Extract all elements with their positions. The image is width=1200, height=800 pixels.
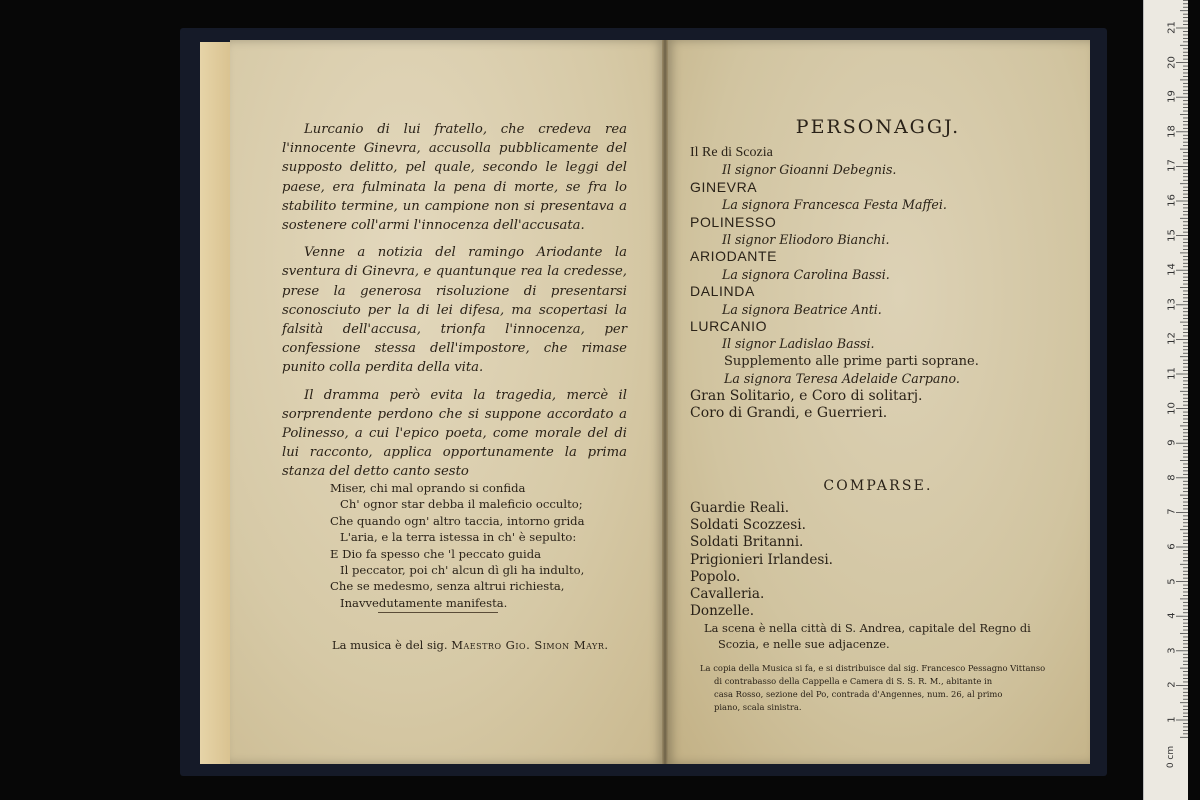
singer-ginevra: La signora Francesca Festa Maffei. [722,197,947,213]
role-polinesso: POLINESSO [690,213,777,230]
verse-line: Miser, chi mal oprando si confida [330,481,526,495]
verse-line: Il peccator, poi ch' alcun dì gli ha indulto, [340,563,585,578]
singer-ariodante: La signora Carolina Bassi. [722,266,890,282]
ruler-number: 2 [1166,681,1178,689]
comparse-item: Guardie Reali. [690,500,790,516]
comparse-item: Soldati Britanni. [690,534,804,551]
singer-polinesso: Il signor Eliodoro Bianchi. [722,232,890,248]
comparse-item: Soldati Scozzesi. [690,517,806,534]
divider-rule [378,612,498,613]
comparse-list [690,500,833,620]
ruler-number: 18 [1166,124,1178,138]
ruler-number: 9 [1166,439,1178,446]
ruler-number: 4 [1166,612,1178,619]
ruler-number: 21 [1166,21,1178,34]
argument-text [282,120,627,490]
paragraph-ariodante: Venne a notizia del ramingo Ariodante la sventura di Ginevra, e quantunque rea la credesse, prese la generosa risoluzione di presentarsi sconosciuto per la di lei difesa, ma scopertasi la falsità dell'accusa, trionfa l'innocenza, per confessione stessa dell'impostore, che rimase punito colla perdita della vita. [282,245,627,376]
verse-line: L'aria, e la terra istessa in ch' è sepulto: [340,530,577,545]
supplement-singer: La signora Teresa Adelaide Carpano. [724,371,960,387]
paragraph-dramma: Il dramma però evita la tragedia, mercè il sorprendente perdono che si suppone accordato a Polinesso, a cui l'epico poeta, come morale del di lui racconto, applica opportunamente la prima stanza del detto canto sesto [282,387,627,480]
verse-line: Ch' ognor star debba il maleficio occulto; [340,497,583,512]
left-page [230,40,665,764]
singer-dalinda: La signora Beatrice Anti. [722,301,882,317]
note-line: piano, scala sinistra. [714,702,802,712]
music-credit-composer: Maestro Gio. Simon Mayr. [451,638,609,652]
role-ariodante: ARIODANTE [690,248,778,265]
ruler-number: 17 [1166,159,1178,173]
group-grandi: Coro di Grandi, e Guerrieri. [690,405,888,422]
scene-line-1: La scena è nella città di S. Andrea, capitale del Regno di [704,621,1031,635]
ruler-number: 13 [1166,297,1178,311]
ruler-number: 5 [1166,577,1178,585]
ruler-unit-label: 0 cm [1166,745,1177,769]
singer-lurcanio: Il signor Ladislao Bassi. [722,336,875,352]
singer-king: Il signor Gioanni Debegnis. [722,162,897,178]
comparse-item: Cavalleria. [690,586,765,603]
music-credit-prefix: La musica è del sig. [332,638,448,652]
copy-note [700,662,1050,714]
verse-line: E Dio fa spesso che 'l peccato guida [330,546,542,561]
verse-stanza [330,480,630,611]
note-line: La copia della Musica si fa, e si distribuisce dal sig. Francesco Pessagno Vittanso [700,663,1046,673]
ruler-number: 7 [1166,508,1178,516]
comparse-item: Prigionieri Irlandesi. [690,551,834,568]
ruler-number: 1 [1166,716,1178,723]
role-dalinda: DALINDA [690,283,755,300]
role-king: Il Re di Scozia [690,145,773,160]
verse-line: Che quando ogn' altro taccia, intorno grida [330,513,585,528]
ruler-number: 14 [1166,263,1178,277]
ruler-number: 20 [1166,55,1178,69]
scene-setting [704,620,1044,652]
measuring-ruler [1143,0,1188,800]
supplement-line: Supplemento alle prime parti soprane. [724,353,979,369]
ruler-number: 19 [1166,90,1178,104]
role-lurcanio: LURCANIO [690,318,768,335]
verse-line: Inavvedutamente manifesta. [340,595,508,610]
comparse-item: Donzelle. [690,603,755,620]
ruler-number: 3 [1166,647,1178,654]
ruler-number: 15 [1166,228,1178,242]
note-line: casa Rosso, sezione del Po, contrada d'Angennes, num. 26, al primo [714,689,1003,699]
verse-line: Che se medesmo, senza altrui richiesta, [330,579,565,594]
comparse-item: Popolo. [690,568,741,585]
note-line: di contrabasso della Cappella e Camera di S. S. R. M., abitante in [714,676,993,686]
comparse-title: COMPARSE. [823,478,933,494]
paragraph-lurcanio: Lurcanio di lui fratello, che credeva rea l'innocente Ginevra, accusolla pubblicamente del supposto delitto, pel quale, secondo le leggi del paese, era fulminata la pena di morte, se fra lo stabilito termine, un campione non si presentava a sostenere coll'armi l'innocenza dell'accusata. [282,122,627,234]
book-gutter [662,40,668,764]
role-ginevra: GINEVRA [690,178,758,195]
right-page [666,40,1090,764]
cast-list [690,144,1070,423]
personaggi-title: PERSONAGGJ. [795,116,961,138]
ruler-number: 6 [1166,543,1178,550]
scene-line-2: Scozia, e nelle sue adjacenze. [718,637,890,651]
ruler-number: 11 [1166,367,1178,380]
music-credit [332,638,609,652]
ruler-number: 12 [1166,332,1178,346]
ruler-number: 10 [1166,401,1178,415]
ruler-number: 16 [1166,194,1178,207]
ruler-number: 8 [1166,474,1178,481]
group-solitario: Gran Solitario, e Coro di solitarj. [690,387,923,404]
